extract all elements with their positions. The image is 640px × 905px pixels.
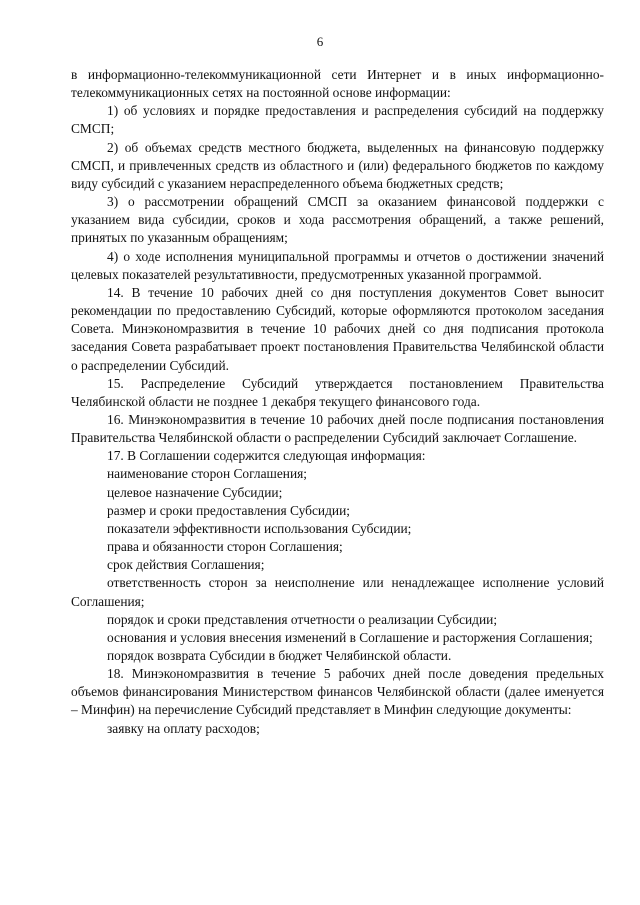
document-body xyxy=(71,66,604,738)
paragraph: заявку на оплату расходов; xyxy=(107,720,260,736)
paragraph: основания и условия внесения изменений в Соглашение и расторжения Соглашения; xyxy=(107,629,593,645)
paragraph: 15. Распределение Субсидий утверждается постановлением Правительства Челябинской области не позднее 1 декабря текущего финансового года. xyxy=(71,375,604,409)
paragraph: порядок возврата Субсидии в бюджет Челябинской области. xyxy=(107,648,452,663)
paragraph: ответственность сторон за неисполнение или ненадлежащее исполнение условий Соглашения; xyxy=(71,575,604,609)
paragraph: 16. Минэкономразвития в течение 10 рабочих дней после подписания постановления Правительства Челябинской области о распределении Субсидий заключает Соглашение. xyxy=(71,411,604,446)
paragraph: 14. В течение 10 рабочих дней со дня поступления документов Совет выносит рекомендации по предоставлению Субсидий, которые оформляются протоколом заседания Совета. Минэкономразвития в течение 10 рабочих дней со дня подписания протокола заседания Совета разрабатывает проект постановления Правительства Челябинской области о распределении Субсидий. xyxy=(71,284,604,373)
paragraph: срок действия Соглашения; xyxy=(107,557,265,573)
paragraph: целевое назначение Субсидии; xyxy=(107,484,283,500)
paragraph: 18. Минэкономразвития в течение 5 рабочих дней после доведения предельных объемов финансирования Министерством финансов Челябинской области (далее именуется – Минфин) на перечисление Субсидий представляет в Минфин следующие документы: xyxy=(71,666,604,718)
paragraph: права и обязанности сторон Соглашения; xyxy=(107,539,343,555)
paragraph: 2) об объемах средств местного бюджета, выделенных на финансовую поддержку СМСП, и привлеченных средств из областного и (или) федерального бюджетов по каждому виду субсидий с указанием нераспределенного объема бюджетных средств; xyxy=(71,139,604,191)
paragraph: 3) о рассмотрении обращений СМСП за оказанием финансовой поддержки с указанием вида субсидии, сроков и хода рассмотрения обращений, а также решений, принятых по указанным обращениям; xyxy=(71,194,604,246)
paragraph: размер и сроки предоставления Субсидии; xyxy=(107,502,350,518)
page-number: 6 xyxy=(316,34,324,49)
paragraph: порядок и сроки представления отчетности о реализации Субсидии; xyxy=(107,611,498,627)
paragraph: 4) о ходе исполнения муниципальной программы и отчетов о достижении значений целевых показателей результативности, предусмотренных указанной программой. xyxy=(71,248,604,282)
paragraph: в информационно-телекоммуникационной сети Интернет и в иных информационно-телекоммуникационных сетях на постоянной основе информации: xyxy=(71,67,604,101)
paragraph: показатели эффективности использования Субсидии; xyxy=(107,520,412,536)
paragraph: 1) об условиях и порядке предоставления и распределения субсидий на поддержку СМСП; xyxy=(71,103,604,137)
paragraph: 17. В Соглашении содержится следующая информация: xyxy=(107,448,426,464)
paragraph: наименование сторон Соглашения; xyxy=(107,466,308,482)
